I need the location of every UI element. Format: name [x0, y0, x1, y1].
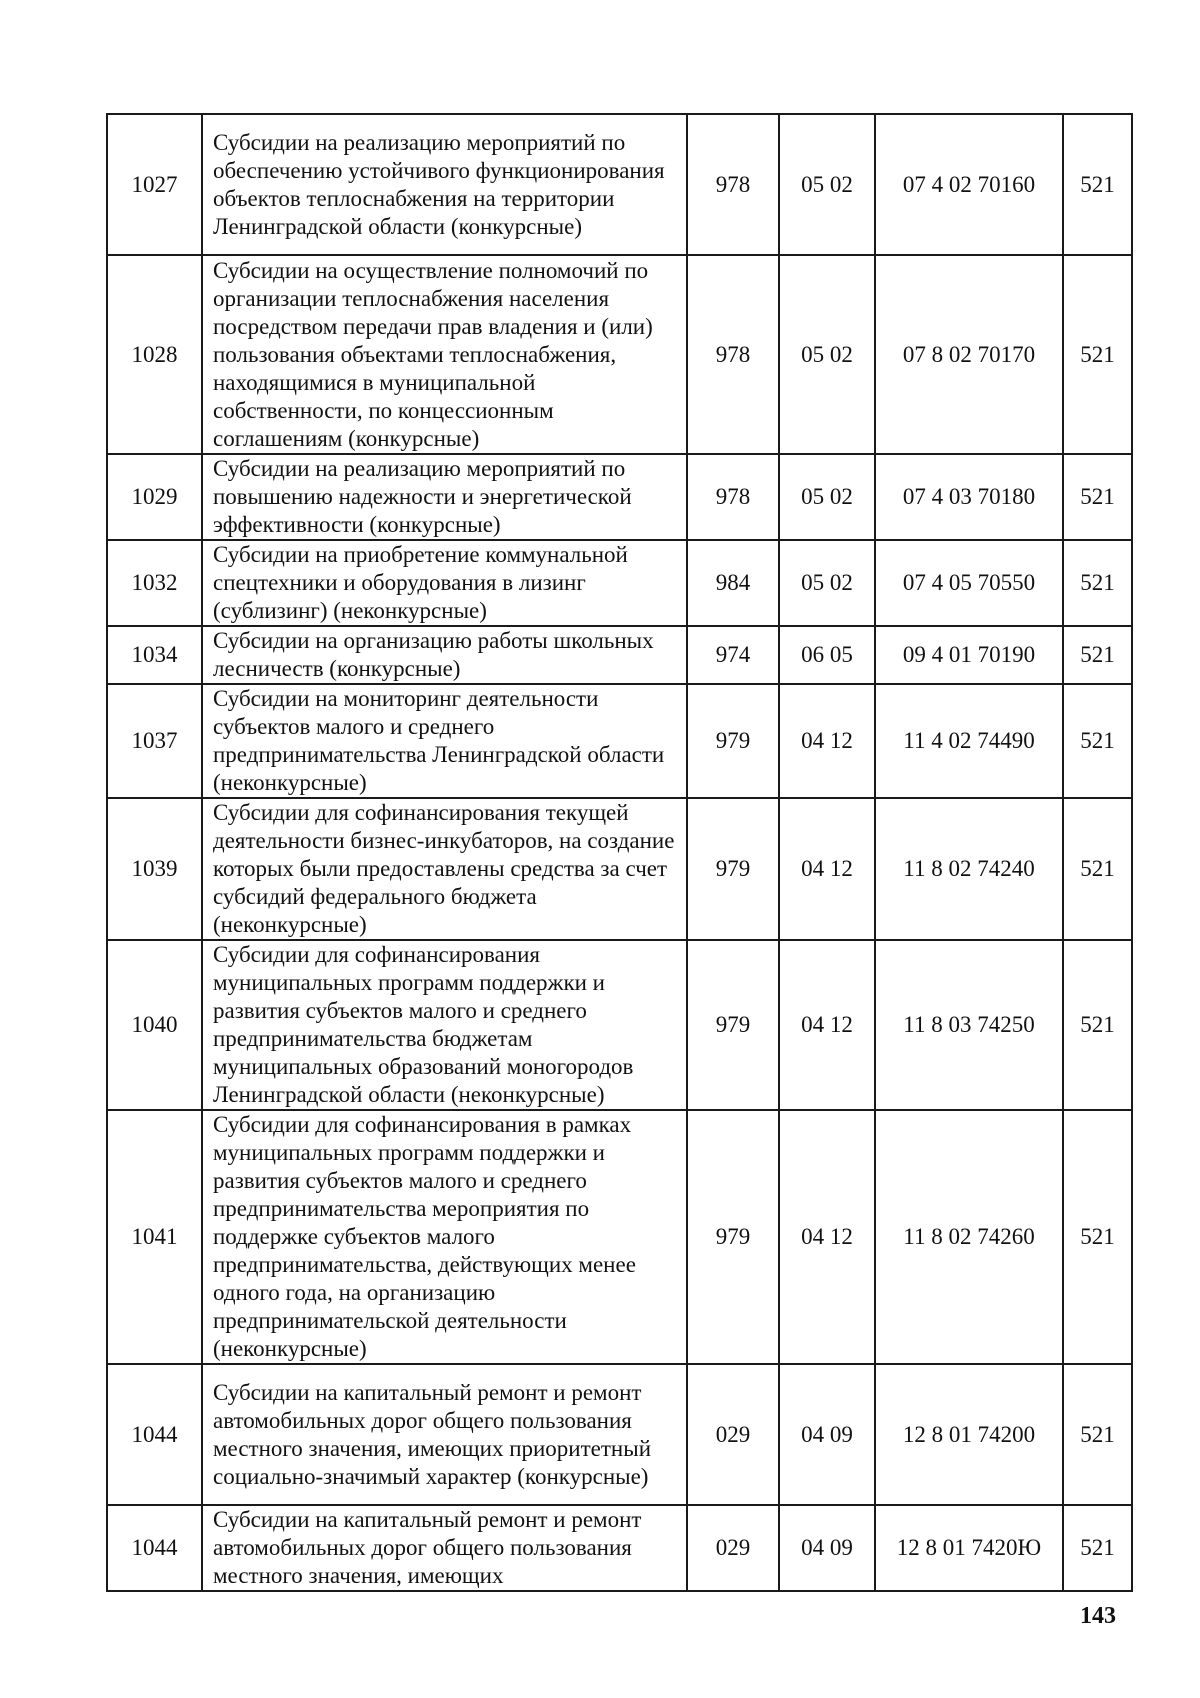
row-expense-type: 521: [1063, 255, 1132, 454]
table-row: [107, 255, 1132, 454]
row-expense-type: 521: [1063, 1364, 1132, 1505]
row-expense-type: 521: [1063, 454, 1132, 540]
row-id: 1039: [107, 798, 202, 940]
row-target-article: 12 8 01 7420Ю: [875, 1505, 1063, 1591]
row-description: Субсидии на реализацию мероприятий по повышению надежности и энергетической эффективности (конкурсные): [202, 454, 687, 540]
row-department-code: 029: [687, 1505, 779, 1591]
row-section-code: 05 02: [779, 255, 875, 454]
row-id: 1044: [107, 1364, 202, 1505]
row-department-code: 979: [687, 684, 779, 798]
row-target-article: 11 4 02 74490: [875, 684, 1063, 798]
row-section-code: 04 12: [779, 1110, 875, 1364]
row-description: Субсидии для софинансирования в рамках муниципальных программ поддержки и развития субъектов малого и среднего предпринимательства мероприятия по поддержке субъектов малого предпринимательства, действующих менее одного года, на организацию предпринимательской деятельности (неконкурсные): [202, 1110, 687, 1364]
row-target-article: 07 4 02 70160: [875, 114, 1063, 255]
table-row: [107, 1364, 1132, 1505]
row-section-code: 06 05: [779, 626, 875, 684]
row-description: Субсидии на реализацию мероприятий по обеспечению устойчивого функционирования объектов теплоснабжения на территории Ленинградской области (конкурсные): [202, 114, 687, 255]
row-section-code: 05 02: [779, 454, 875, 540]
row-id: 1032: [107, 540, 202, 626]
row-id: 1028: [107, 255, 202, 454]
row-expense-type: 521: [1063, 626, 1132, 684]
row-target-article: 07 4 05 70550: [875, 540, 1063, 626]
row-expense-type: 521: [1063, 1505, 1132, 1591]
row-description: Субсидии на мониторинг деятельности субъектов малого и среднего предпринимательства Ленинградской области (неконкурсные): [202, 684, 687, 798]
row-section-code: 04 09: [779, 1364, 875, 1505]
row-expense-type: 521: [1063, 798, 1132, 940]
table-row: [107, 684, 1132, 798]
row-section-code: 04 12: [779, 684, 875, 798]
table-row: [107, 540, 1132, 626]
row-department-code: 984: [687, 540, 779, 626]
subsidy-table: [106, 113, 1133, 1592]
row-description: Субсидии для софинансирования муниципальных программ поддержки и развития субъектов малого и среднего предпринимательства бюджетам муниципальных образований моногородов Ленинградской области (неконкурсные): [202, 940, 687, 1110]
row-target-article: 12 8 01 74200: [875, 1364, 1063, 1505]
row-department-code: 974: [687, 626, 779, 684]
table-row: [107, 454, 1132, 540]
page-number: 143: [1080, 1603, 1116, 1629]
row-description: Субсидии для софинансирования текущей деятельности бизнес-инкубаторов, на создание которых были предоставлены средства за счет субсидий федерального бюджета (неконкурсные): [202, 798, 687, 940]
table-row: [107, 626, 1132, 684]
row-department-code: 978: [687, 255, 779, 454]
row-id: 1040: [107, 940, 202, 1110]
row-department-code: 029: [687, 1364, 779, 1505]
row-target-article: 07 4 03 70180: [875, 454, 1063, 540]
row-target-article: 09 4 01 70190: [875, 626, 1063, 684]
row-description: Субсидии на капитальный ремонт и ремонт автомобильных дорог общего пользования местного значения, имеющих: [202, 1505, 687, 1591]
row-department-code: 979: [687, 1110, 779, 1364]
row-target-article: 07 8 02 70170: [875, 255, 1063, 454]
row-department-code: 979: [687, 940, 779, 1110]
table-row: [107, 798, 1132, 940]
row-expense-type: 521: [1063, 1110, 1132, 1364]
row-id: 1037: [107, 684, 202, 798]
row-target-article: 11 8 02 74260: [875, 1110, 1063, 1364]
row-id: 1041: [107, 1110, 202, 1364]
row-section-code: 04 12: [779, 940, 875, 1110]
row-expense-type: 521: [1063, 540, 1132, 626]
row-description: Субсидии на приобретение коммунальной спецтехники и оборудования в лизинг (сублизинг) (неконкурсные): [202, 540, 687, 626]
table-row: [107, 114, 1132, 255]
row-department-code: 978: [687, 454, 779, 540]
row-section-code: 04 09: [779, 1505, 875, 1591]
row-id: 1027: [107, 114, 202, 255]
row-section-code: 05 02: [779, 114, 875, 255]
row-id: 1029: [107, 454, 202, 540]
row-expense-type: 521: [1063, 940, 1132, 1110]
table-row: [107, 1505, 1132, 1591]
row-section-code: 04 12: [779, 798, 875, 940]
row-id: 1034: [107, 626, 202, 684]
row-department-code: 978: [687, 114, 779, 255]
row-id: 1044: [107, 1505, 202, 1591]
row-description: Субсидии на организацию работы школьных лесничеств (конкурсные): [202, 626, 687, 684]
row-target-article: 11 8 03 74250: [875, 940, 1063, 1110]
row-expense-type: 521: [1063, 684, 1132, 798]
row-target-article: 11 8 02 74240: [875, 798, 1063, 940]
row-expense-type: 521: [1063, 114, 1132, 255]
row-department-code: 979: [687, 798, 779, 940]
row-description: Субсидии на капитальный ремонт и ремонт автомобильных дорог общего пользования местного значения, имеющих приоритетный социально-значимый характер (конкурсные): [202, 1364, 687, 1505]
row-description: Субсидии на осуществление полномочий по организации теплоснабжения населения посредством передачи прав владения и (или) пользования объектами теплоснабжения, находящимися в муниципальной собственности, по концессионным соглашениям (конкурсные): [202, 255, 687, 454]
row-section-code: 05 02: [779, 540, 875, 626]
table-row: [107, 1110, 1132, 1364]
table-row: [107, 940, 1132, 1110]
